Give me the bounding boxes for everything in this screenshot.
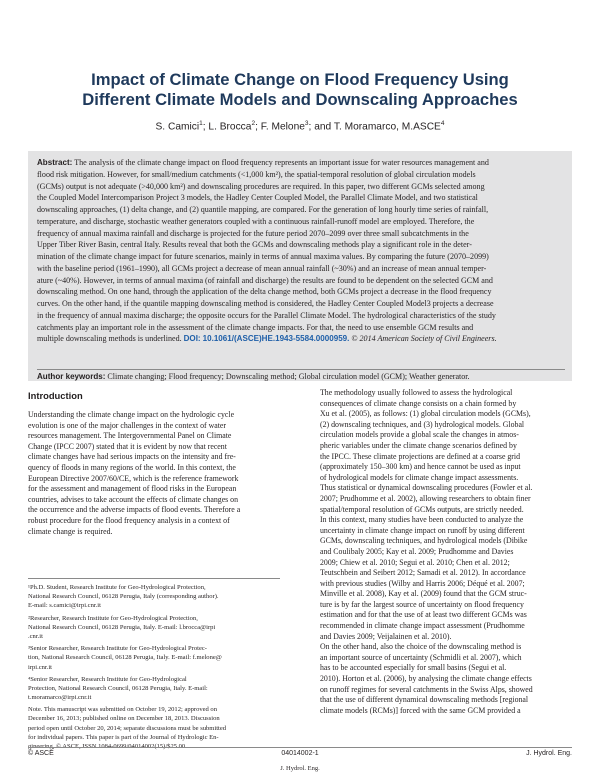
footnote-line: ²Researcher, Research Institute for Geo-Hydrological Protection, [28, 614, 198, 622]
copyright-notice: © 2014 American Society of Civil Engineers. [351, 334, 497, 344]
abstract-line: with the baseline period (1961–1990), all GCMs project a decrease of mean annual rainfall (~30%) and an increase of mean annual temper- [37, 263, 487, 273]
body-line: Xu et al. (2005), as follows: (1) global circulation models (GCMs), [320, 409, 531, 419]
author-keywords [37, 372, 565, 382]
abstract-line: the Coupled Model Intercomparison Project 3 models, the Hadley Center Coupled Model, the Parallel Climate Model, and two statistical [37, 193, 478, 203]
abstract-line: temperature, and discharge, stochastic weather generators coupled with a continuous rainfall-runoff model are employed. Therefore, the [37, 216, 475, 226]
body-line: of hydrological models for climate change impact assessments. [320, 472, 519, 482]
footnote-line: irpi.cnr.it [28, 663, 53, 671]
abstract-line: in the frequency of annual maxima discharge; the opposite occurs for the Parallel Climate Model. The hydrological characteristics of the study [37, 310, 496, 320]
abstract-box [28, 151, 572, 381]
body-line: On the other hand, also the choice of the downscaling method is [320, 642, 522, 652]
abstract-line: (GCMs) output is not adequate (>40,000 km²) and downscaling procedures are required. In this paper, two different GCMs selected among [37, 181, 485, 191]
abstract-line: catchments play an important role in the assessment of the climate change impacts. For that, the need to use ensemble GCM results and [37, 322, 474, 332]
footnote-line: for individual papers. This paper is part of the Journal of Hydrologic En- [28, 733, 219, 741]
author-name: L. Brocca [208, 121, 252, 133]
footer-divider [28, 747, 572, 748]
body-line: In this context, many studies have been conducted to analyze the [320, 515, 524, 525]
body-line: with previous studies (Wilby and Harris 2006; Déqué et al. 2007; [320, 578, 525, 588]
footer-page-number: 04014002-1 [281, 750, 319, 757]
author-name: S. Camici [155, 121, 200, 133]
footnotes [28, 583, 280, 751]
abstract-line [37, 333, 565, 344]
footnote-line: gineering, © ASCE, ISSN 1084-0699/04014002(15)/$25.00. [28, 743, 187, 750]
body-line: 2007; Prudhomme et al. 2002), allowing researchers to obtain finer [320, 493, 531, 503]
body-line: the IPCC. These climate projections are defined at a coarse grid [320, 451, 521, 461]
body-line: evolution is one of the major challenges in the context of water [28, 420, 226, 430]
keywords-divider [37, 369, 565, 370]
body-line: Change (IPCC 2007) stated that it is evident by now that recent [28, 441, 227, 451]
footer-journal: J. Hydrol. Eng. [526, 750, 572, 757]
doi-label: DOI: [183, 334, 201, 344]
keywords-text: Climate changing; Flood frequency; Downscaling method; Global circulation model (GCM); Weather generator. [105, 372, 470, 381]
body-line: and Coulibaly 2005; Kay et al. 2009; Prudhomme and Davies [320, 546, 514, 556]
body-line: climate models (RCMs)] forced with the same GCM provided a [320, 705, 521, 715]
abstract-line: Upper Tiber River Basin, central Italy. Results reveal that both the GCMs and downscaling methods play a significant role in the deter- [37, 240, 472, 250]
footnote-divider [28, 578, 280, 579]
abstract-line: flood risk mitigation. However, for small/medium catchments (<1,000 km²), the spatial-temporal resolution of global circulation models [37, 169, 476, 179]
footnote-line: December 16, 2013; published online on December 18, 2013. Discussion [28, 715, 220, 723]
body-line: pheric variables under the climate change scenarios defined by [320, 440, 517, 450]
body-line: spatial/temporal resolution of GCMs outputs, are strictly needed. [320, 504, 524, 514]
body-line: GCMs, downscaling techniques, and hydrological models (Dibike [320, 536, 528, 546]
running-footer: J. Hydrol. Eng. [280, 765, 320, 772]
body-line: ture is by far the largest source of uncertainty on flood frequency [320, 599, 524, 609]
footer-copyright: © ASCE [28, 750, 54, 757]
body-line: The methodology usually followed to assess the hydrological [320, 388, 513, 397]
abstract-line [37, 157, 565, 169]
body-line: Minville et al. 2008), Kay et al. (2009) found that the GCM struc- [320, 589, 527, 599]
footnote-line: Note. This manuscript was submitted on October 19, 2012; approved on [28, 706, 217, 714]
author-affiliation-mark: 4 [440, 120, 445, 127]
abstract-line: downscaling approaches, (1) delta change, and (2) quantile mapping, are compared. For the generation of long hourly time series of rainfall, [37, 205, 489, 214]
footnote-line: E-mail: s.camici@irpi.cnr.it [28, 602, 101, 610]
body-line: (2) downscaling techniques, and (3) hydrological models. Global [320, 419, 525, 429]
body-line: consequences of climate change consists on a chain formed by [320, 398, 517, 408]
body-line: has to be accounted especially for small basins (Segui et al. [320, 663, 507, 673]
author-name: F. Melone [260, 121, 305, 133]
introduction-heading: Introduction [28, 390, 83, 401]
footnote-line: National Research Council, 06128 Perugia, Italy. E-mail: l.brocca@irpi [28, 623, 216, 631]
footnote-line: National Research Council, 06128 Perugia, Italy (corresponding author). [28, 593, 219, 601]
body-line: 2010). Horton et al. (2006), by analysing the climate change effects [320, 674, 532, 684]
left-column [28, 384, 280, 537]
body-line: circulation models provide a global scale the changes in atmos- [320, 430, 519, 440]
footnote-line: ³Senior Researcher, Research Institute for Geo-Hydrological Protec- [28, 645, 207, 653]
body-line: for the assessment and management of flood risks in the European [28, 484, 237, 494]
body-line: quency of floods in many regions of the world. In this context, the [28, 462, 236, 472]
abstract-line: ature (~40%). However, in terms of annual maxima (of rainfall and discharge) the results are found to be dependent on the selected GCM and [37, 275, 493, 285]
body-line: countries, advises to take account the effects of climate changes on [28, 494, 239, 504]
abstract-line-text: The analysis of the climate change impact on flood frequency represents an important issue for water resources management and [72, 158, 489, 167]
abstract-line-text: multiple downscaling methods is underlined. [37, 334, 182, 344]
footnote-line: Protection, National Research Council, 06128 Perugia, Italy. E-mail: [28, 684, 208, 692]
footnote-line: ¹Ph.D. Student, Research Institute for Geo-Hydrological Protection, [28, 584, 206, 591]
abstract-line: downscaling method. On one hand, through the application of the delta change method, both GCMs project a decrease in the flood frequency [37, 287, 492, 297]
body-line: estimation and for that the use of at least two different GCMs was [320, 610, 527, 620]
author-affiliation-mark: 2 [251, 120, 256, 127]
title-line-2: Different Climate Models and Downscaling Approaches [82, 90, 518, 109]
body-line: (approximately 150–300 km) and hence cannot be used as input [320, 462, 521, 472]
body-line: Teutschbein and Seibert 2012; Samadi et al. 2012). In accordance [320, 568, 526, 578]
paper-title [40, 70, 560, 110]
abstract-line: mination of the climate change impact for future scenarios, mainly in terms of annual maxima values. By comparing the future (2070–2099) [37, 252, 489, 261]
body-line: Understanding the climate change impact on the hydrologic cycle [28, 410, 235, 419]
abstract-text [37, 157, 565, 344]
abstract-line: frequency of annual maxima rainfall and discharge is projected for the future period 2070–2099 over three small subcatchments in the [37, 228, 469, 238]
body-line: the occurrence and the adverse impacts of flood events. Therefore a [28, 505, 241, 515]
doi-link[interactable]: 10.1061/(ASCE)HE.1943-5584.0000959. [202, 334, 350, 344]
keywords-label: Author keywords: [37, 372, 106, 381]
body-line: an important source of uncertainty (Schmidli et al. 2007), which [320, 652, 522, 662]
body-line: European Directive 2007/60/CE, which is the reference framework [28, 473, 239, 483]
body-line: climate changes have had serious impacts on the intensity and fre- [28, 452, 236, 462]
footnote-line: tion, National Research Council, 06128 Perugia, Italy. E-mail: f.melone@ [28, 654, 222, 662]
footnote-line: t.moramarco@irpi.cnr.it [28, 694, 92, 702]
author-affiliation-mark: 1 [199, 120, 203, 127]
author-affiliation-mark: 3 [304, 120, 309, 127]
body-line: 2009; Chiew et al. 2010; Segui et al. 2010; Chen et al. 2012; [320, 557, 510, 567]
author-list: S. Camici$^1$; L. Brocca$^2$; F. Melone$^3$; and T. Moramarco, M.ASCE$^4$ [155, 120, 445, 133]
abstract-line: curves. On the other hand, if the quantile mapping downscaling method is considered, the Hadley Center Coupled Model3 projects a decrease [37, 299, 494, 308]
body-line: that the use of different dynamical downscaling methods [regional [320, 695, 529, 705]
footnote-line: ⁴Senior Researcher, Research Institute for Geo-Hydrological [28, 675, 187, 683]
body-line: Thus statistical or dynamical downscaling procedures (Fowler et al. [320, 483, 533, 493]
footnote-line: period open until October 20, 2014; separate discussions must be submitted [28, 724, 227, 732]
body-line: on runoff regimes for several catchments in the Swiss Alps, showed [320, 684, 533, 694]
body-line: and Davies 2009; Veijalainen et al. 2010). [320, 631, 452, 641]
title-line-1: Impact of Climate Change on Flood Frequency Using [91, 70, 509, 89]
body-line: robust procedure for the flood frequency analysis in a context of [28, 515, 230, 525]
body-line: uncertainty in climate change impact on runoff by using different [320, 525, 525, 535]
right-column [320, 388, 572, 716]
footnote-line: .cnr.it [28, 632, 43, 640]
body-line: recommended in climate change impact assessment (Prudhomme [320, 621, 525, 631]
body-line: climate change is required. [28, 526, 113, 536]
body-line: resources management. The Intergovernmental Panel on Climate [28, 431, 232, 441]
author-name: and T. Moramarco, M.ASCE [314, 121, 441, 133]
abstract-label: Abstract: [37, 158, 73, 167]
